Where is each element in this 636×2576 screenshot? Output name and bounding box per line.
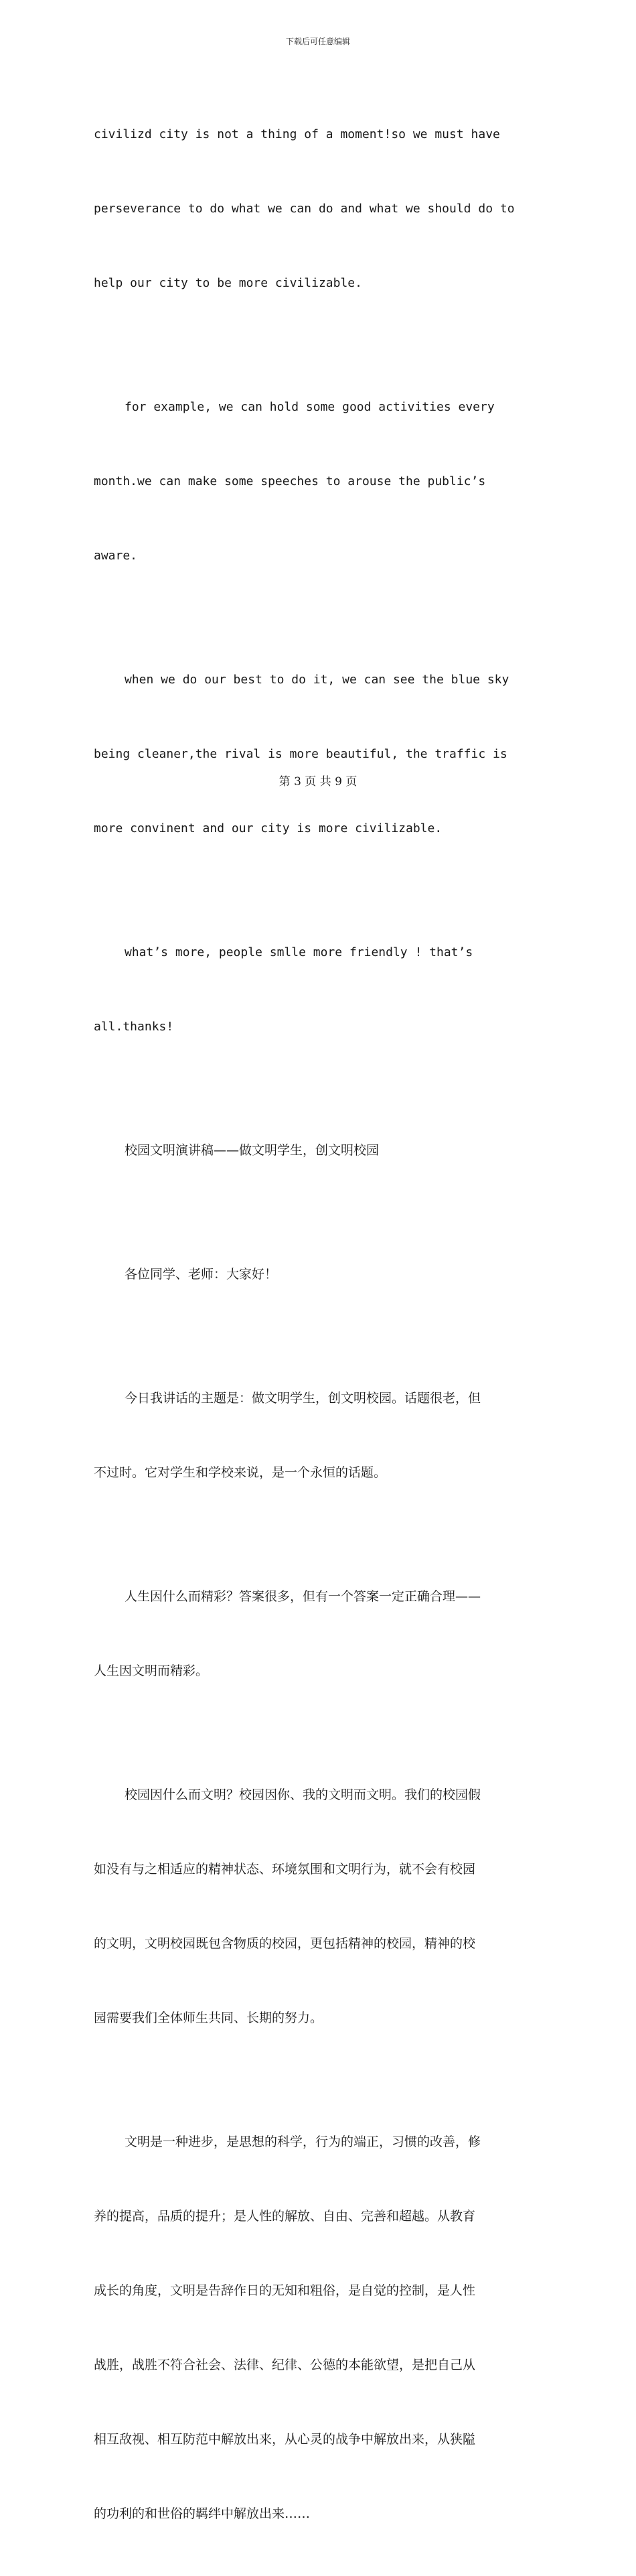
text-line: perseverance to do what we can do and what we should do to [94, 202, 515, 216]
text-line: 文明是一种进步，是思想的科学，行为的端正，习惯的改善，修 [125, 2134, 481, 2149]
page-header: 下载后可任意编辑 [285, 37, 350, 46]
greeting [94, 1213, 536, 1337]
text-line: 相互敌视、相互防范中解放出来，从心灵的战争中解放出来，从狭隘 [94, 2432, 476, 2447]
text-line: aware. [94, 549, 138, 563]
text-line: 不过时。它对学生和学校来说，是一个永恒的话题。 [94, 1465, 387, 1480]
text-line: all.thanks! [94, 1020, 174, 1034]
paragraph-8 [94, 1535, 536, 1733]
speech-title [94, 1089, 536, 1213]
text-line: 如没有与之相适应的精神状态、环境氛围和文明行为，就不会有校园 [94, 1862, 476, 1877]
text-line: more convinent and our city is more civilizable. [94, 821, 443, 835]
page-number-footer: 第 3 页 共 9 页 [279, 775, 357, 789]
paragraph-3 [94, 618, 536, 890]
text-line: 校园因什么而文明？校园因你、我的文明而文明。我们的校园假 [125, 1787, 481, 1802]
paragraph-4 [94, 890, 536, 1089]
text-line: civilizd city is not a thing of a moment!so we must have [94, 127, 500, 141]
text-line: 人生因什么而精彩？答案很多，但有一个答案一定正确合理—— [125, 1589, 481, 1604]
text-line: 成长的角度，文明是告辞作日的无知和粗俗，是自觉的控制，是人性 [94, 2283, 476, 2298]
text-line: 人生因文明而精彩。 [94, 1664, 209, 1678]
text-line: 校园文明演讲稿——做文明学生，创文明校园 [125, 1143, 380, 1158]
text-line: 的文明，文明校园既包含物质的校园，更包括精神的校园，精神的校 [94, 1936, 476, 1951]
text-line: 战胜，战胜不符合社会、法律、纪律、公德的本能欲望，是把自己从 [94, 2358, 476, 2372]
text-line: for example, we can hold some good activities every [125, 400, 495, 414]
text-line: 今日我讲话的主题是：做文明学生，创文明校园。话题很老，但 [125, 1391, 481, 1406]
paragraph-10 [94, 2080, 536, 2576]
text-line: help our city to be more civilizable. [94, 276, 362, 290]
text-line: 园需要我们全体师生共同、长期的努力。 [94, 2011, 323, 2025]
paragraph-1 [94, 72, 536, 345]
paragraph-7 [94, 1337, 536, 1535]
document-body [94, 72, 536, 2576]
text-line: being cleaner,the rival is more beautiful, the traffic is [94, 747, 507, 761]
text-line: 养的提高，品质的提升；是人性的解放、自由、完善和超越。从教育 [94, 2209, 476, 2224]
text-line: 各位同学、老师：大家好！ [125, 1267, 278, 1282]
paragraph-2 [94, 345, 536, 618]
paragraph-9 [94, 1733, 536, 2080]
text-line: when we do our best to do it, we can see the blue sky [125, 673, 509, 687]
text-line: what’s more, people smlle more friendly ! that’s [125, 945, 473, 959]
text-line: month.we can make some speeches to arouse the public’s [94, 474, 486, 488]
text-line: 的功利的和世俗的羁绊中解放出来…… [94, 2506, 311, 2521]
